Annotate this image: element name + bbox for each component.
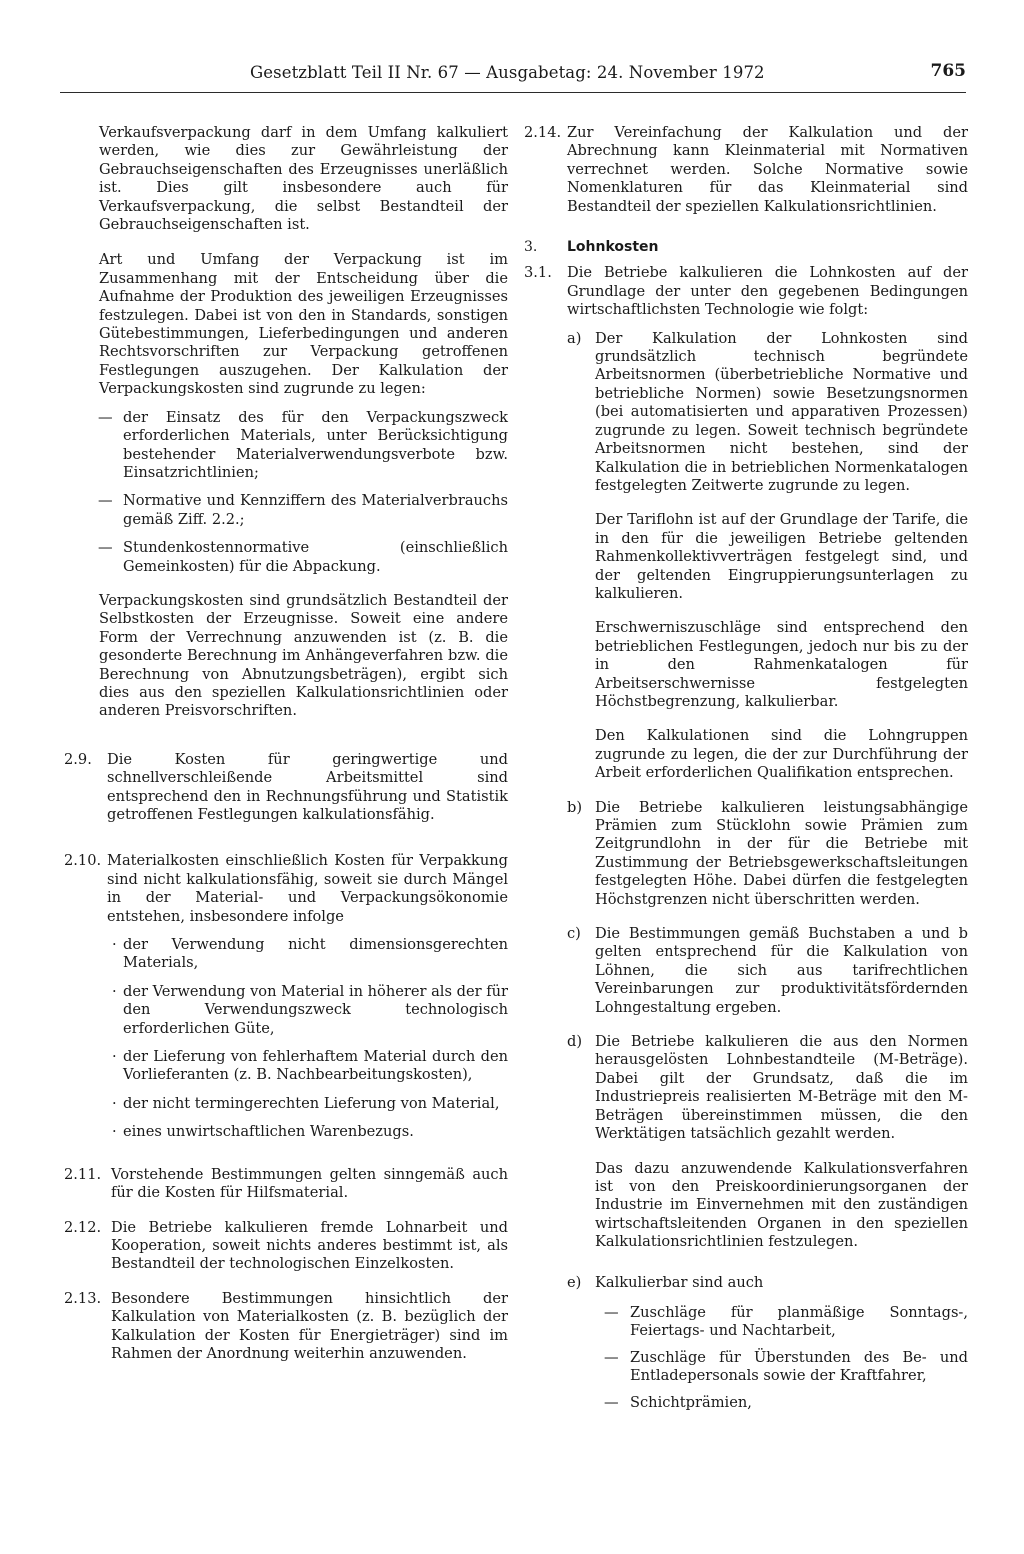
- list-item: · der nicht termingerechten Lieferung von Material,: [112, 1094, 500, 1112]
- section-2-13: 2.13. Besondere Bestimmungen hinsichtlich der Kalkulation von Materialkosten (z. B. bezüglich der Kalkulation der Kosten für Energieträger) sind im Rahmen der Anordnung weiterhin anzuwenden.: [64, 1289, 508, 1362]
- dot-marker: ·: [112, 1048, 117, 1066]
- item-letter: e): [567, 1273, 582, 1291]
- section-number: 2.11.: [64, 1165, 102, 1183]
- dot-marker: ·: [112, 1094, 117, 1112]
- list-item: · der Verwendung nicht dimensionsgerechten Materials,: [112, 936, 508, 972]
- list-item: — Normative und Kennziffern des Materialverbrauchs gemäß Ziff. 2.2.;: [98, 492, 508, 528]
- list-item: — Zuschläge für planmäßige Sonntags-, Feiertags- und Nachtarbeit,: [604, 1303, 968, 1340]
- dash-list-kalkulierbar: [524, 1304, 968, 1412]
- section-number: 2.12.: [64, 1218, 102, 1236]
- list-item: · eines unwirtschaftlichen Warenbezugs.: [112, 1123, 414, 1141]
- dash-marker: —: [98, 492, 113, 510]
- item-a-paragraph: Der Tariflohn ist auf der Grundlage der Tarife, die in den für die jeweiligen Betriebe geltenden Rahmenkollektivverträgen festgelegt sind, und der geltenden Eingruppierungsunterlagen zu kalkulieren.: [595, 511, 968, 602]
- header-title: Gesetzblatt Teil II Nr. 67 — Ausgabetag: 24. November 1972: [250, 63, 765, 82]
- section-number: 2.10.: [64, 852, 102, 870]
- section-2-14: 2.14. Zur Vereinfachung der Kalkulation und der Abrechnung kann Kleinmaterial mit Normativen verrechnet werden. Solche Normative sowie Nomenklaturen für das Kleinmaterial sind Bestandteil der speziellen Kalkulationsrichtlinien.: [524, 124, 968, 215]
- dash-marker: —: [604, 1393, 619, 1411]
- list-item: · der Verwendung von Material in höherer als der für den Verwendungszweck technologisch erforderlichen Güte,: [112, 982, 508, 1037]
- item-d-paragraph: Das dazu anzuwendende Kalkulationsverfahren ist von den Preiskoordinierungsorganen der Industrie im Einvernehmen mit den zuständigen wirtschaftsleitenden Organen in den speziellen Kalkulationsrichtlinien festzulegen.: [595, 1159, 968, 1251]
- right-column: [524, 124, 968, 1420]
- item-e: e) Kalkulierbar sind auch: [567, 1273, 764, 1291]
- item-b: b) Die Betriebe kalkulieren leistungsabhängige Prämien zum Stücklohn sowie Prämien zum Zeitgrundlohn in der für die Betriebe mit Zustimmung der Betriebsgewerkschaftsleitungen festgelegten Höhe. Dabei dürfen die festgelegten Höchstgrenzen nicht überschritten werden.: [567, 798, 968, 908]
- list-item: · der Lieferung von fehlerhaftem Material durch den Vorlieferanten (z. B. Nachbearbeitungskosten),: [112, 1048, 508, 1084]
- dash-marker: —: [604, 1348, 619, 1366]
- list-item: — Stundenkostennormative (einschließlich Gemeinkosten) für die Abpackung.: [98, 539, 508, 575]
- dot-marker: ·: [112, 1123, 117, 1141]
- dash-marker: —: [98, 408, 113, 426]
- item-a-paragraph: Erschwerniszuschläge sind entsprechend den betrieblichen Festlegungen, jedoch nur bis zu der in den Rahmenkatalogen für Arbeitserschwernisse festgelegten Höchstbegrenzung, kalkulierbar.: [595, 619, 968, 710]
- list-item: — Schichtprämien,: [604, 1393, 752, 1411]
- dot-marker: ·: [112, 982, 117, 1000]
- section-title: Lohnkosten: [567, 239, 659, 256]
- section-number: 2.9.: [64, 750, 92, 768]
- header-rule: [60, 92, 966, 93]
- dash-marker: —: [98, 539, 113, 557]
- section-2-11: 2.11. Vorstehende Bestimmungen gelten sinngemäß auch für die Kosten für Hilfsmaterial.: [64, 1165, 508, 1202]
- item-letter: c): [567, 925, 581, 943]
- section-2-9: 2.9. Die Kosten für geringwertige und schnellverschleißende Arbeitsmittel sind entsprechend den in Rechnungsführung und Statistik getroffenen Festlegungen kalkulationsfähig.: [64, 750, 508, 823]
- left-column: [64, 124, 508, 1380]
- section-number: 3.: [524, 239, 538, 256]
- item-d: d) Die Betriebe kalkulieren die aus den Normen herausgelösten Lohnbestandteile (M-Beträge). Dabei gilt der Grundsatz, daß die im Industriepreis realisierten M-Beträge mit den M-Beträgen übereinstimmen müssen, die den Werktätigen tatsächlich gezahlt werden.: [567, 1033, 968, 1143]
- dash-list-verpackung: [64, 409, 508, 576]
- paragraph-art-und-umfang: Art und Umfang der Verpackung ist im Zusammenhang mit der Entscheidung über die Aufnahme der Produktion des jeweiligen Erzeugnisses festzulegen. Dabei ist von den in Standards, sonstigen Gütebestimmungen, Lieferbedingungen und anderen Rechtsvorschriften zur Verpackung getroffenen Festlegungen auszugehen. Der Kalkulation der Verpackungskosten sind zugrunde zu legen:: [99, 251, 508, 398]
- dash-marker: —: [604, 1303, 619, 1321]
- section-number: 2.14.: [524, 124, 562, 141]
- section-3-heading: [524, 238, 968, 256]
- section-2-10: 2.10. Materialkosten einschließlich Kosten für Verpakkung sind nicht kalkulationsfähig, soweit sie durch Mängel in der Material- und Verpackungsökonomie entstehen, insbesondere infolge: [64, 852, 508, 925]
- paragraph-verkaufsverpackung: Verkaufsverpackung darf in dem Umfang kalkuliert werden, wie dies zur Gewährleistung der Gebrauchseigenschaften des Erzeugnisses unerläßlich ist. Dies gilt insbesondere auch für Verkaufsverpackung, die selbst Bestandteil der Gebrauchseigenschaften ist.: [99, 124, 508, 234]
- item-letter: b): [567, 798, 583, 816]
- section-3-1: 3.1. Die Betriebe kalkulieren die Lohnkosten auf der Grundlage der unter den gegebenen Bedingungen wirtschaftlichsten Technologie wie folgt:: [524, 264, 968, 319]
- section-2-12: 2.12. Die Betriebe kalkulieren fremde Lohnarbeit und Kooperation, soweit nichts anderes bestimmt ist, als Bestandteil der technologischen Einzelkosten.: [64, 1218, 508, 1273]
- item-a: a) Der Kalkulation der Lohnkosten sind grundsätzlich technisch begründete Arbeitsnormen (überbetriebliche Normative und betriebliche Normen) sowie Besetzungsnormen (bei automatisierten und apparativen Prozessen) zugrunde zu legen. Soweit technisch begründete Arbeitsnormen nicht bestehen, sind der Kalkulation die in betrieblichen Normenkatalogen festgelegten Zeitwerte zugrunde zu legen.: [567, 329, 968, 494]
- paragraph-verpackungskosten: Verpackungskosten sind grundsätzlich Bestandteil der Selbstkosten der Erzeugnisse. Soweit eine andere Form der Verrechnung anzuwenden ist (z. B. die gesonderte Berechnung im Anhängeverfahren bzw. die Berechnung von Abnutzungsbeträgen), ergibt sich dies aus den speziellen Kalkulationsrichtlinien oder anderen Preisvorschriften.: [99, 591, 508, 720]
- dot-list-mangel: [64, 936, 508, 1142]
- list-item: — der Einsatz des für den Verpackungszweck erforderlichen Materials, unter Berücksichtigung bestehender Materialverwendungsverbote bzw. Einsatzrichtlinien;: [98, 408, 508, 481]
- page-number: 765: [930, 61, 966, 81]
- list-item: — Zuschläge für Überstunden des Be- und Entladepersonals sowie der Kraftfahrer,: [604, 1348, 968, 1385]
- item-letter: a): [567, 329, 582, 347]
- item-a-paragraph: Den Kalkulationen sind die Lohngruppen zugrunde zu legen, die der zur Durchführung der Arbeit erforderlichen Qualifikation entsprechen.: [595, 727, 968, 782]
- section-number: 2.13.: [64, 1289, 102, 1307]
- page-header: [60, 61, 966, 96]
- item-letter: d): [567, 1033, 583, 1051]
- section-number: 3.1.: [524, 264, 552, 282]
- item-c: c) Die Bestimmungen gemäß Buchstaben a und b gelten entsprechend für die Kalkulation von Löhnen, die sich aus tarifrechtlichen Vereinbarungen zur produktivitätsfördernden Lohngestaltung ergeben.: [567, 925, 968, 1016]
- dot-marker: ·: [112, 936, 117, 954]
